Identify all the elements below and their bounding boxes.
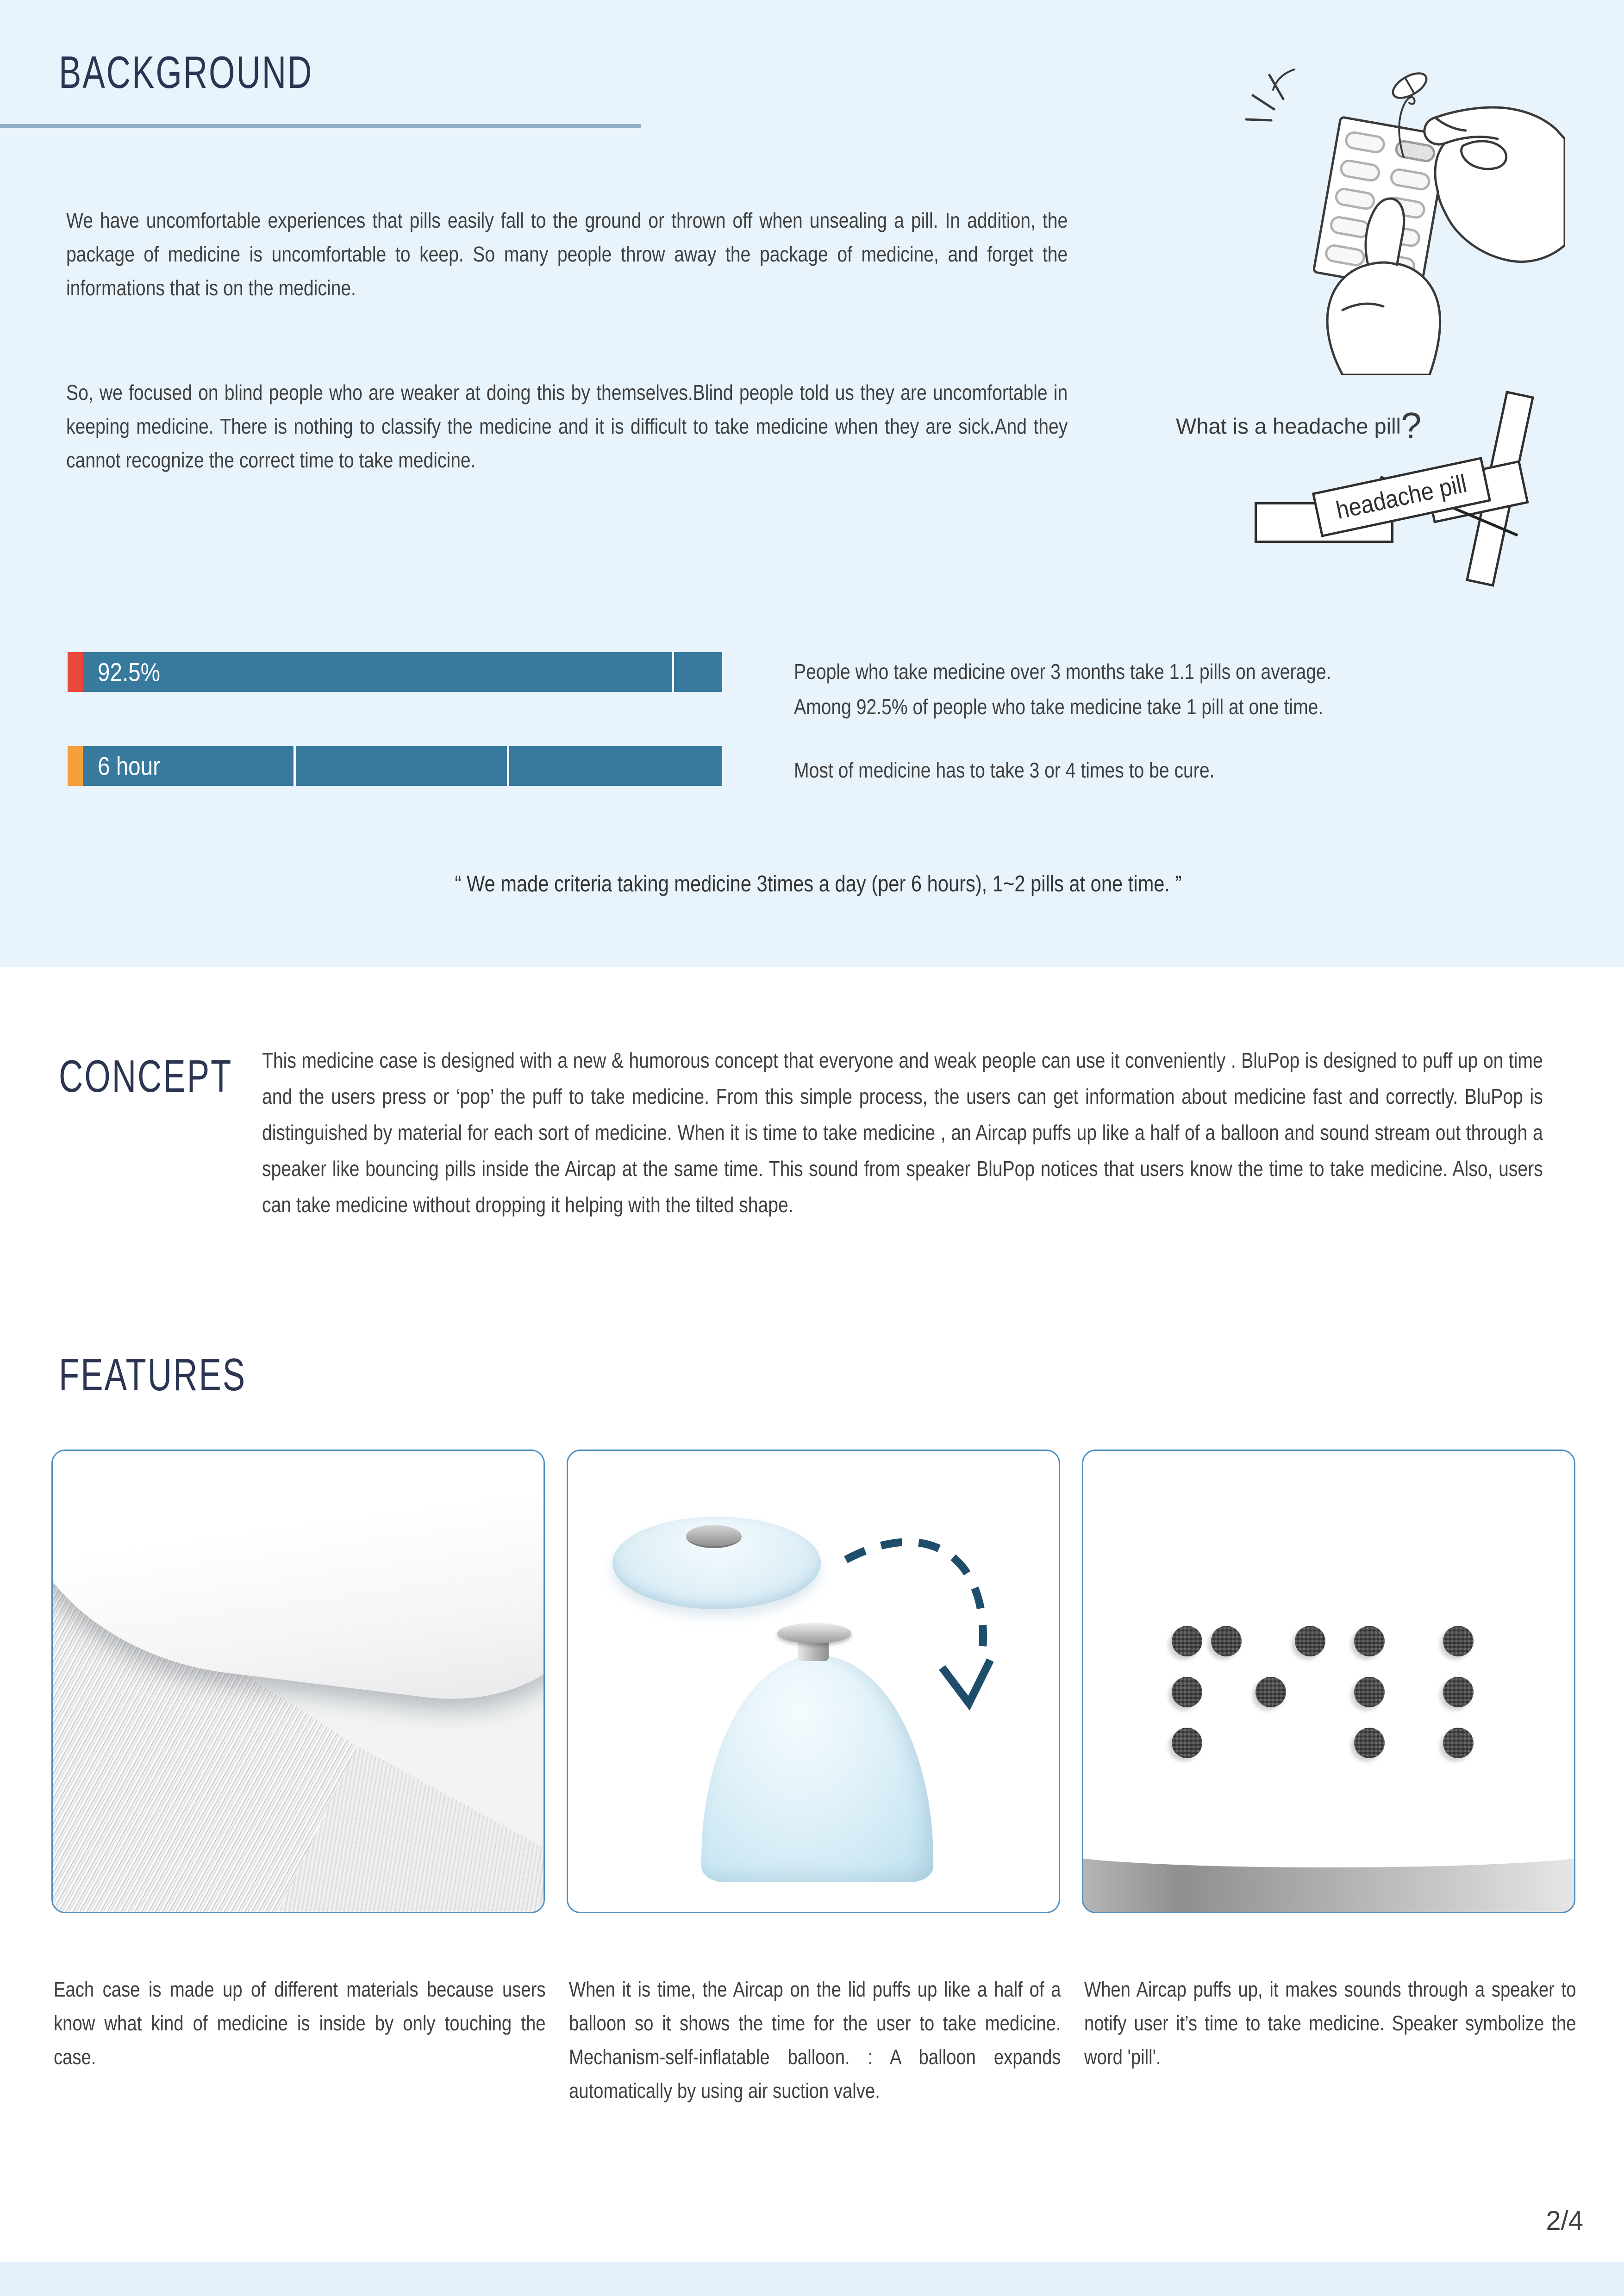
speaker-hole-dot bbox=[1443, 1626, 1474, 1656]
speaker-hole-dot bbox=[1255, 1677, 1286, 1707]
feature-caption-1: Each case is made up of different materials because users know what kind of medicine is inside by only touching the case. bbox=[54, 1978, 546, 2069]
speaker-hole-dot bbox=[1172, 1626, 1202, 1656]
pill-box-labeled bbox=[1312, 457, 1491, 537]
footer-bar bbox=[0, 2262, 1624, 2296]
question-mark: ? bbox=[1400, 405, 1422, 446]
headache-question-text: What is a headache pill bbox=[1176, 414, 1401, 438]
bar-value-label: 92.5% bbox=[98, 657, 160, 687]
criteria-quote: “ We made criteria taking medicine 3times a day (per 6 hours), 1~2 pills at one time. ” bbox=[455, 871, 1182, 896]
hands-unsealing-pill-illustration bbox=[1204, 51, 1565, 375]
concept-title: CONCEPT bbox=[59, 1051, 233, 1101]
bar-accent-orange bbox=[68, 746, 83, 786]
background-paragraph-1: We have uncomfortable experiences that pills easily fall to the ground or thrown off when unsealing a pill. In addition, the package of medicine is uncomfortable to keep. So many people throw away the package of medicine, and forget the informations that is on the medicine. bbox=[66, 208, 1068, 300]
bar1-description-line1: People who take medicine over 3 months take 1.1 pills on average. bbox=[794, 660, 1331, 684]
feature-caption-2: When it is time, the Aircap on the lid puffs up like a half of a balloon so it shows the time for the user to take medicine. Mechanism-self-inflatable balloon. : A balloon expands automatically by using air suction valve. bbox=[569, 1978, 1061, 2103]
speaker-hole-dot bbox=[1172, 1728, 1202, 1758]
concept-body: This medicine case is designed with a new & humorous concept that everyone and weak people can use it conveniently . BluPop is designed to puff up on time and the users press or ‘pop’ the puff to take medicine. From this simple process, the users can get information about medicine fast and correctly. BluPop is distinguished by material for each sort of medicine. When it is time to take medicine , an Aircap puffs up like a half of a balloon and sound stream out through a speaker like bouncing pills inside the Aircap at the same time. This sound from speaker BluPop notices that users know the time to take medicine. Also, users can take medicine without dropping it helping with the tilted shape. bbox=[262, 1048, 1543, 1217]
feature-caption-3: When Aircap puffs up, it makes sounds through a speaker to notify user it’s time to take medicine. Speaker symbolize the word 'pill'. bbox=[1084, 1978, 1576, 2069]
bar-segment bbox=[674, 652, 722, 692]
page-number: 2/4 bbox=[1546, 2206, 1583, 2236]
bar-value-label: 6 hour bbox=[98, 751, 160, 781]
pill-box-label: headache pill bbox=[1334, 469, 1469, 525]
speaker-hole-dot bbox=[1354, 1728, 1385, 1758]
bar-row-2 bbox=[68, 746, 722, 786]
pill-boxes-illustration bbox=[1241, 384, 1583, 569]
speaker-hole-dot bbox=[1443, 1728, 1474, 1758]
background-paragraph-2: So, we focused on blind people who are weaker at doing this by themselves.Blind people told us they are uncomfortable in keeping medicine. There is nothing to classify the medicine and it is difficult to take medicine when they are sick.And they cannot recognize the correct time to take medicine. bbox=[66, 380, 1068, 472]
bar-segment bbox=[83, 652, 672, 692]
speaker-hole-dot bbox=[1211, 1626, 1242, 1656]
bar-accent-red bbox=[68, 652, 83, 692]
speaker-band-curve bbox=[1082, 1835, 1575, 1867]
speaker-hole-dot bbox=[1443, 1677, 1474, 1707]
bar-segment bbox=[509, 746, 722, 786]
bar1-description bbox=[794, 654, 1508, 724]
starburst-icon bbox=[1246, 69, 1294, 120]
feature-card-material bbox=[51, 1450, 545, 1913]
bar-row-1 bbox=[68, 652, 722, 692]
speaker-hole-dot bbox=[1354, 1626, 1385, 1656]
dome-button-icon bbox=[777, 1623, 851, 1643]
right-hand-icon bbox=[1424, 107, 1565, 261]
bar-track bbox=[83, 746, 722, 786]
bar-track bbox=[83, 652, 722, 692]
speaker-hole-dot bbox=[1172, 1677, 1202, 1707]
bar2-description: Most of medicine has to take 3 or 4 times to be cure. bbox=[794, 758, 1215, 782]
bar-segment bbox=[296, 746, 506, 786]
background-title: BACKGROUND bbox=[59, 47, 313, 98]
feature-card-speaker bbox=[1082, 1450, 1575, 1913]
feature-card-aircap bbox=[567, 1450, 1060, 1913]
bar1-description-line2: Among 92.5% of people who take medicine take 1 pill at one time. bbox=[794, 695, 1324, 719]
title-underline bbox=[0, 124, 641, 128]
speaker-hole-dot bbox=[1295, 1626, 1325, 1656]
speaker-hole-dot bbox=[1354, 1677, 1385, 1707]
features-title: FEATURES bbox=[59, 1349, 247, 1400]
